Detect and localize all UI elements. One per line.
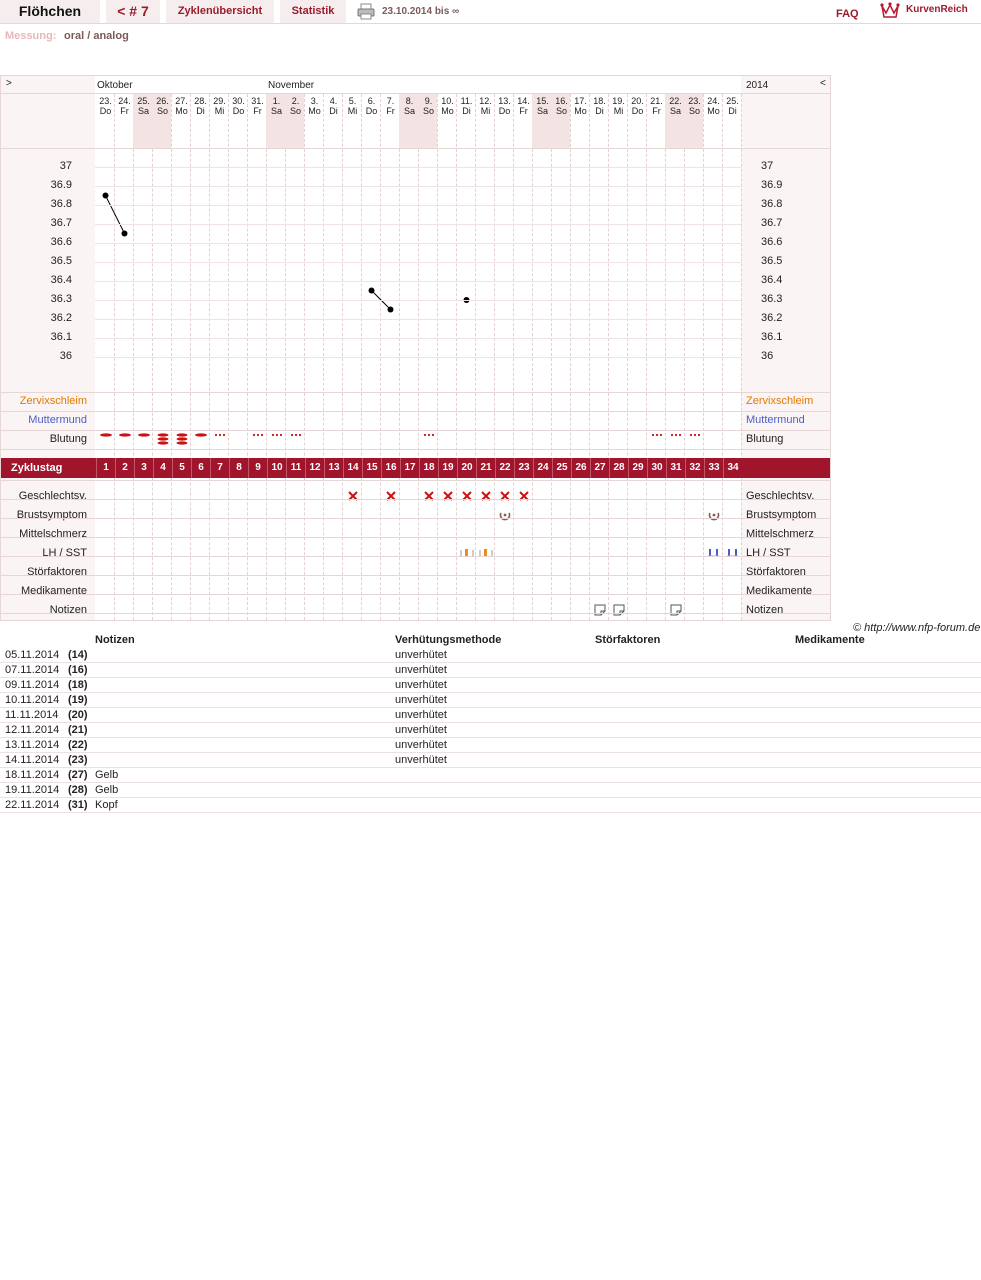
temp-axis-label-right: 36.1	[761, 331, 783, 343]
note-icon[interactable]	[613, 604, 625, 616]
temp-grid-line	[95, 243, 741, 244]
bleeding-mark-spotting[interactable]	[250, 430, 266, 446]
row-label-right-zervixschleim: Zervixschleim	[746, 395, 814, 407]
day-date: 27.	[175, 96, 188, 106]
day-weekday: So	[555, 106, 567, 116]
cycle-day-number: 30	[647, 458, 666, 478]
row-label-geschlechtsv-: Geschlechtsv.	[18, 490, 87, 502]
temp-axis-label-right: 37	[761, 160, 774, 172]
row-cycle-day: (23)	[68, 754, 88, 766]
day-weekday: Mo	[441, 106, 454, 116]
cycle-day-number: 6	[191, 458, 210, 478]
row-label-right-störfaktoren: Störfaktoren	[746, 566, 806, 578]
temp-axis-label-left: 37	[59, 160, 72, 172]
temp-axis-label-right: 36	[761, 350, 774, 362]
row-divider	[1, 392, 830, 393]
row-divider	[1, 556, 830, 557]
cycle-day-number: 9	[248, 458, 267, 478]
row-label-muttermund: Muttermund	[28, 414, 87, 426]
row-divider	[1, 411, 830, 412]
day-date: 26.	[156, 96, 169, 106]
day-date: 5.	[348, 96, 357, 106]
bleeding-mark-medium[interactable]	[193, 430, 209, 446]
day-date: 17.	[574, 96, 587, 106]
row-date: 05.11.2014	[5, 649, 60, 661]
temp-grid-line	[95, 338, 741, 339]
cycle-day-number: 33	[704, 458, 723, 478]
cycle-day-number: 15	[362, 458, 381, 478]
day-weekday: Mo	[574, 106, 587, 116]
day-weekday: Mo	[308, 106, 321, 116]
day-weekday: Mo	[175, 106, 188, 116]
row-label-blutung: Blutung	[49, 433, 87, 445]
temp-grid-line	[95, 167, 741, 168]
cycle-day-number: 22	[495, 458, 514, 478]
day-weekday: Do	[631, 106, 644, 116]
row-label-right-mittelschmerz: Mittelschmerz	[746, 528, 814, 540]
day-date: 31.	[251, 96, 264, 106]
day-weekday: Di	[196, 106, 205, 116]
printer-icon[interactable]	[357, 3, 375, 20]
cycle-day-label: Zyklustag	[11, 462, 63, 474]
row-date: 12.11.2014	[5, 724, 60, 736]
day-weekday: So	[422, 106, 434, 116]
bleeding-mark-spotting[interactable]	[649, 430, 665, 446]
day-weekday: Fr	[386, 106, 395, 116]
temp-grid-line	[95, 319, 741, 320]
bleeding-mark-medium[interactable]	[98, 430, 114, 446]
row-method: unverhütet	[395, 724, 447, 736]
temp-axis-label-right: 36.7	[761, 217, 783, 229]
row-cycle-day: (14)	[68, 649, 88, 661]
temp-axis-label-right: 36.4	[761, 274, 783, 286]
day-date: 28.	[194, 96, 207, 106]
cycle-day-number: 2	[115, 458, 134, 478]
cycle-day-number: 1	[96, 458, 115, 478]
temp-point[interactable]	[388, 307, 394, 313]
day-weekday: Do	[232, 106, 245, 116]
day-date: 11.	[460, 96, 473, 106]
day-date: 23.	[688, 96, 701, 106]
temp-grid-line	[95, 300, 741, 301]
table-row	[0, 753, 981, 768]
cycle-day-number: 18	[419, 458, 438, 478]
cycle-day-number: 19	[438, 458, 457, 478]
brand-name[interactable]: KurvenReich	[906, 4, 968, 15]
temp-axis-label-left: 36.7	[50, 217, 72, 229]
crown-logo-icon[interactable]	[880, 1, 900, 19]
cycle-day-number: 14	[343, 458, 362, 478]
cycle-day-number: 10	[267, 458, 286, 478]
temp-point[interactable]	[122, 231, 128, 237]
row-cycle-day: (19)	[68, 694, 88, 706]
day-weekday: So	[289, 106, 301, 116]
row-label-right-lh-sst: LH / SST	[746, 547, 791, 559]
row-note: Kopf	[95, 799, 118, 811]
cycle-day-number: 23	[514, 458, 533, 478]
cycle-day-number: 29	[628, 458, 647, 478]
day-weekday: Mi	[347, 106, 358, 116]
day-weekday: Do	[99, 106, 112, 116]
table-row	[0, 798, 981, 813]
day-weekday: Di	[462, 106, 471, 116]
day-weekday: Do	[498, 106, 511, 116]
cycle-day-number: 27	[590, 458, 609, 478]
row-cycle-day: (18)	[68, 679, 88, 691]
bleeding-mark-spotting[interactable]	[687, 430, 703, 446]
temp-axis-label-left: 36.1	[50, 331, 72, 343]
bleeding-mark-spotting[interactable]	[421, 430, 437, 446]
user-name: Flöhchen	[0, 0, 100, 23]
row-date: 19.11.2014	[5, 784, 60, 796]
cycle-day-number: 28	[609, 458, 628, 478]
table-row	[0, 663, 981, 678]
day-date: 6.	[367, 96, 376, 106]
row-divider	[1, 594, 830, 595]
day-date: 20.	[631, 96, 644, 106]
temp-axis-label-left: 36.3	[50, 293, 72, 305]
day-weekday: Mi	[613, 106, 624, 116]
cycle-day-number: 12	[305, 458, 324, 478]
day-date: 24.	[707, 96, 720, 106]
temp-axis-label-right: 36.6	[761, 236, 783, 248]
row-date: 14.11.2014	[5, 754, 60, 766]
row-label-right-geschlechtsv-: Geschlechtsv.	[746, 490, 815, 502]
row-divider	[1, 499, 830, 500]
row-label-right-medikamente: Medikamente	[746, 585, 813, 597]
row-date: 13.11.2014	[5, 739, 60, 751]
cycle-day-number: 32	[685, 458, 704, 478]
day-weekday: Fr	[253, 106, 262, 116]
temp-axis-label-left: 36.8	[50, 198, 72, 210]
row-divider	[1, 575, 830, 576]
breast-symptom-icon[interactable]	[708, 509, 720, 521]
table-row	[0, 678, 981, 693]
disturbance-header: Störfaktoren	[595, 634, 661, 646]
bleeding-mark-spotting[interactable]	[269, 430, 285, 446]
day-weekday: Fr	[519, 106, 528, 116]
row-method: unverhütet	[395, 679, 447, 691]
row-date: 11.11.2014	[5, 709, 59, 721]
measurement-label: Messung:	[5, 30, 57, 42]
row-method: unverhütet	[395, 754, 447, 766]
temp-point[interactable]	[103, 193, 109, 199]
bleeding-mark-spotting[interactable]	[288, 430, 304, 446]
faq-link[interactable]: FAQ	[836, 8, 859, 20]
row-label-lh-sst: LH / SST	[42, 547, 87, 559]
cycle-overview-tab[interactable]: Zyklenübersicht	[166, 0, 274, 23]
cycle-day-number: 31	[666, 458, 685, 478]
row-method: unverhütet	[395, 664, 447, 676]
cycle-day-number: 3	[134, 458, 153, 478]
cycle-day-bar	[1, 458, 830, 478]
day-weekday: Fr	[120, 106, 129, 116]
temp-axis-label-left: 36.6	[50, 236, 72, 248]
temp-axis-label-left: 36	[59, 350, 72, 362]
table-row	[0, 738, 981, 753]
row-label-right-notizen: Notizen	[746, 604, 784, 616]
table-row	[0, 783, 981, 798]
day-weekday: Fr	[652, 106, 661, 116]
temp-grid-line	[95, 357, 741, 358]
day-date: 23.	[99, 96, 112, 106]
day-date: 25.	[137, 96, 150, 106]
cycle-day-number: 21	[476, 458, 495, 478]
note-icon[interactable]	[594, 604, 606, 616]
row-method: unverhütet	[395, 709, 447, 721]
cycle-day-number: 17	[400, 458, 419, 478]
temperature-curve	[1, 76, 830, 620]
day-date: 12.	[479, 96, 492, 106]
day-date: 9.	[424, 96, 433, 106]
row-cycle-day: (27)	[68, 769, 88, 781]
row-label-right-muttermund: Muttermund	[746, 414, 805, 426]
day-date: 8.	[405, 96, 414, 106]
day-date: 24.	[118, 96, 131, 106]
day-date: 30.	[232, 96, 245, 106]
table-row	[0, 693, 981, 708]
bleeding-mark-heavy[interactable]	[155, 430, 171, 446]
bleeding-mark-medium[interactable]	[136, 430, 152, 446]
bleeding-mark-heavy[interactable]	[174, 430, 190, 446]
temp-axis-label-right: 36.2	[761, 312, 783, 324]
measurement-value: oral / analog	[64, 30, 129, 42]
day-weekday: Mo	[707, 106, 720, 116]
year-label: 2014	[746, 80, 769, 91]
row-method: unverhütet	[395, 739, 447, 751]
row-divider	[1, 613, 830, 614]
row-divider	[1, 480, 830, 481]
cycle-chart	[0, 75, 831, 621]
row-note: Gelb	[95, 769, 119, 781]
day-date: 19.	[612, 96, 625, 106]
day-date: 13.	[498, 96, 511, 106]
row-cycle-day: (28)	[68, 784, 88, 796]
day-date: 15.	[536, 96, 549, 106]
row-date: 18.11.2014	[5, 769, 60, 781]
temp-axis-label-left: 36.9	[50, 179, 72, 191]
cycle-button[interactable]: < # 7	[106, 0, 160, 23]
bleeding-mark-medium[interactable]	[117, 430, 133, 446]
table-row	[0, 648, 981, 663]
temp-grid-line	[95, 224, 741, 225]
temp-axis-label-right: 36.9	[761, 179, 783, 191]
row-date: 22.11.2014	[5, 799, 60, 811]
method-header: Verhütungsmethode	[395, 634, 502, 646]
row-note: Gelb	[95, 784, 119, 796]
day-weekday: Di	[329, 106, 338, 116]
row-label-right-brustsymptom: Brustsymptom	[746, 509, 817, 521]
row-cycle-day: (31)	[68, 799, 88, 811]
day-weekday: Sa	[669, 106, 681, 116]
temp-axis-label-right: 36.8	[761, 198, 783, 210]
cycle-day-number: 25	[552, 458, 571, 478]
prev-cycle-arrow[interactable]: >	[6, 78, 12, 89]
row-label-right-blutung: Blutung	[746, 433, 784, 445]
temp-grid-line	[95, 262, 741, 263]
month-label-november: November	[268, 80, 315, 91]
row-divider	[1, 518, 830, 519]
day-date: 21.	[650, 96, 663, 106]
cycle-day-number: 11	[286, 458, 305, 478]
cycle-day-number: 4	[153, 458, 172, 478]
temp-axis-label-right: 36.5	[761, 255, 783, 267]
notes-header: Notizen	[95, 634, 135, 646]
row-cycle-day: (22)	[68, 739, 88, 751]
day-date: 22.	[669, 96, 682, 106]
cycle-day-number: 8	[229, 458, 248, 478]
table-row	[0, 723, 981, 738]
day-date: 3.	[310, 96, 319, 106]
row-divider	[1, 93, 830, 94]
row-label-brustsymptom: Brustsymptom	[16, 509, 87, 521]
cycle-day-number: 13	[324, 458, 343, 478]
note-icon[interactable]	[670, 604, 682, 616]
bleeding-mark-spotting[interactable]	[668, 430, 684, 446]
cycle-day-number: 16	[381, 458, 400, 478]
row-divider	[1, 449, 830, 450]
row-cycle-day: (21)	[68, 724, 88, 736]
row-label-medikamente: Medikamente	[20, 585, 87, 597]
table-row	[0, 708, 981, 723]
temp-axis-label-left: 36.5	[50, 255, 72, 267]
month-label-october: Oktober	[97, 80, 133, 91]
day-weekday: So	[688, 106, 700, 116]
cycle-day-number: 7	[210, 458, 229, 478]
row-method: unverhütet	[395, 694, 447, 706]
top-bar	[0, 0, 981, 24]
breast-symptom-icon[interactable]	[499, 509, 511, 521]
medication-header: Medikamente	[795, 634, 865, 646]
row-label-störfaktoren: Störfaktoren	[27, 566, 87, 578]
row-cycle-day: (16)	[68, 664, 88, 676]
cycle-day-number: 34	[723, 458, 742, 478]
day-weekday: Sa	[536, 106, 548, 116]
day-weekday: Di	[595, 106, 604, 116]
table-row	[0, 768, 981, 783]
day-date: 29.	[213, 96, 226, 106]
row-divider	[1, 430, 830, 431]
cycle-day-number: 20	[457, 458, 476, 478]
cycle-day-number: 5	[172, 458, 191, 478]
bleeding-mark-spotting[interactable]	[212, 430, 228, 446]
cycle-day-number: 26	[571, 458, 590, 478]
day-date: 18.	[593, 96, 606, 106]
row-label-mittelschmerz: Mittelschmerz	[19, 528, 87, 540]
day-weekday: Sa	[137, 106, 149, 116]
day-date: 2.	[291, 96, 300, 106]
day-weekday: Sa	[270, 106, 282, 116]
row-divider	[1, 148, 830, 149]
row-date: 10.11.2014	[5, 694, 60, 706]
cycle-date-range: 23.10.2014 bis ∞	[382, 6, 460, 17]
temp-grid-line	[95, 186, 741, 187]
day-date: 14.	[517, 96, 530, 106]
row-divider	[1, 537, 830, 538]
temp-grid-line	[95, 281, 741, 282]
day-date: 16.	[555, 96, 568, 106]
row-date: 09.11.2014	[5, 679, 60, 691]
temp-line-segment	[106, 196, 125, 234]
row-label-zervixschleim: Zervixschleim	[19, 395, 87, 407]
day-weekday: So	[156, 106, 168, 116]
day-date: 10.	[441, 96, 454, 106]
statistics-tab[interactable]: Statistik	[280, 0, 346, 23]
temp-point[interactable]	[369, 288, 375, 294]
cycle-day-number: 24	[533, 458, 552, 478]
day-date: 25.	[726, 96, 739, 106]
day-date: 4.	[329, 96, 338, 106]
day-weekday: Do	[365, 106, 378, 116]
next-cycle-arrow[interactable]: <	[820, 78, 826, 89]
row-method: unverhütet	[395, 649, 447, 661]
day-weekday: Sa	[403, 106, 415, 116]
day-weekday: Mi	[214, 106, 225, 116]
row-date: 07.11.2014	[5, 664, 60, 676]
day-date: 7.	[386, 96, 395, 106]
day-weekday: Mi	[480, 106, 491, 116]
temp-axis-label-left: 36.2	[50, 312, 72, 324]
measurement-info	[5, 30, 129, 42]
day-date: 1.	[272, 96, 281, 106]
copyright-note: © http://www.nfp-forum.de	[853, 622, 981, 634]
row-label-notizen: Notizen	[49, 604, 87, 616]
temp-axis-label-right: 36.3	[761, 293, 783, 305]
day-weekday: Di	[728, 106, 737, 116]
row-cycle-day: (20)	[68, 709, 88, 721]
temp-grid-line	[95, 205, 741, 206]
temp-axis-label-left: 36.4	[50, 274, 72, 286]
